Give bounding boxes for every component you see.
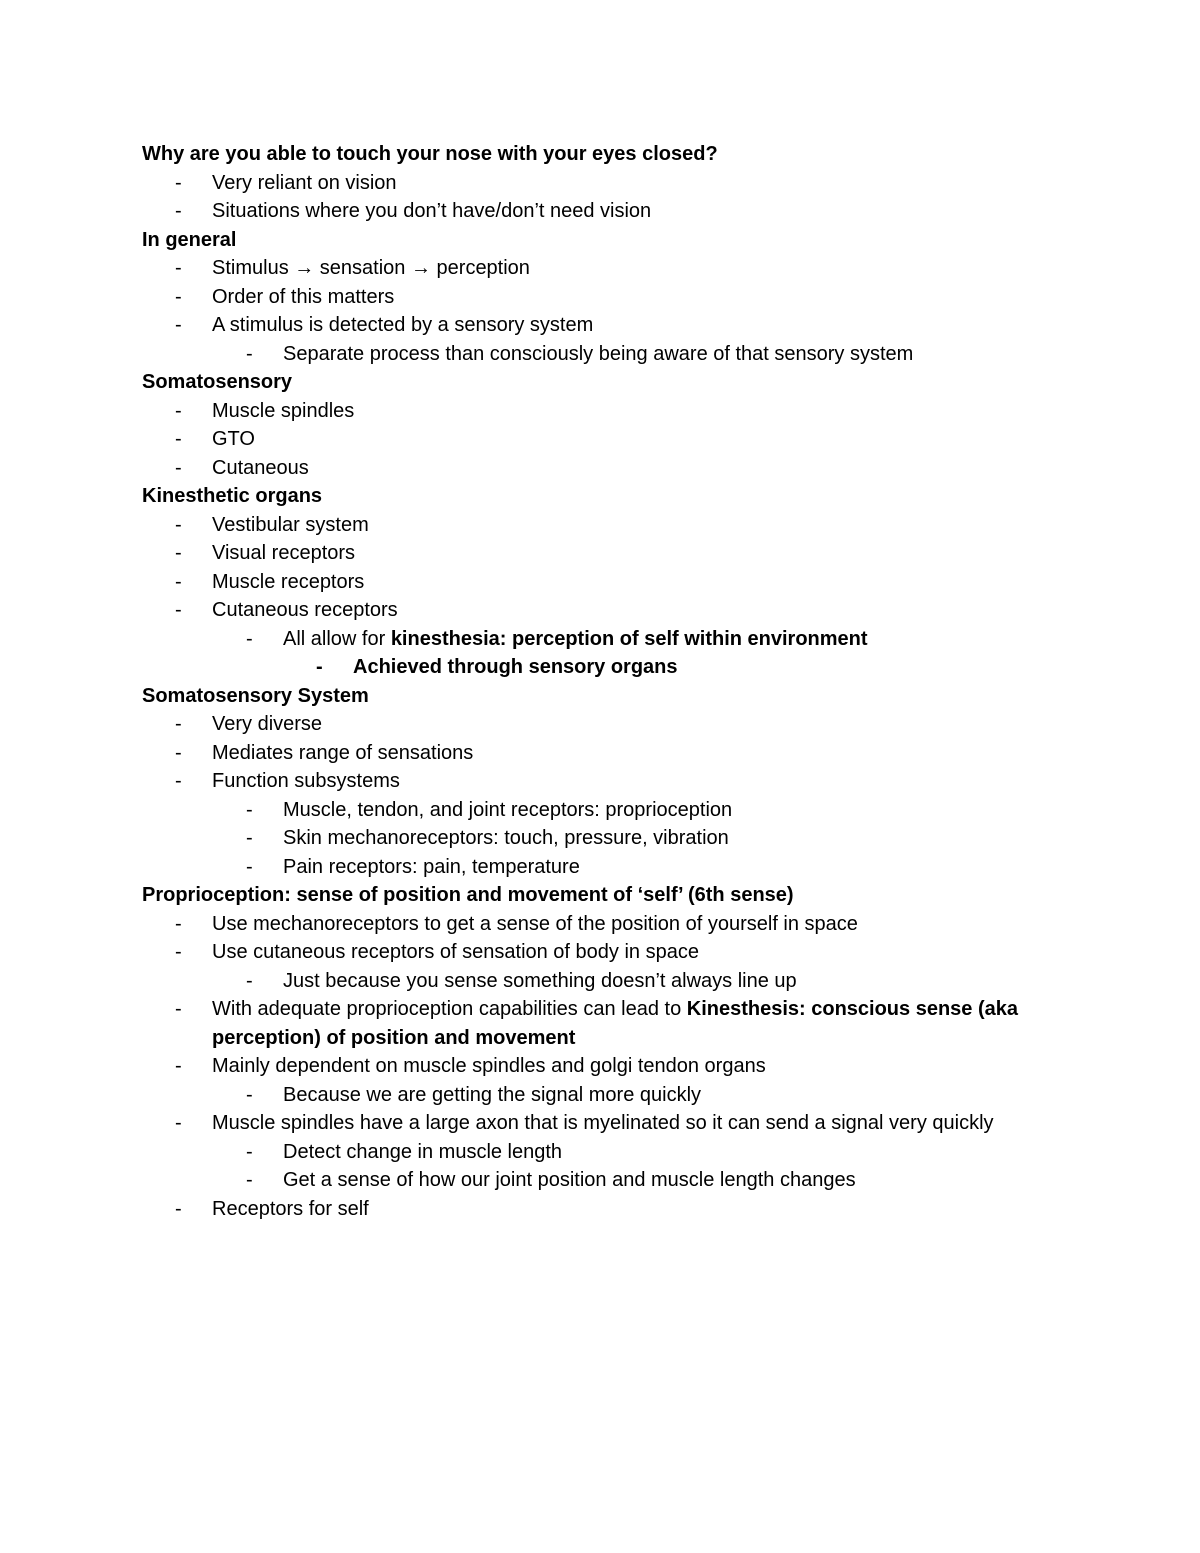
sub-list-item xyxy=(142,796,1102,825)
list-item-bold-text: kinesthesia: perception of self within environment xyxy=(390,627,868,650)
list-item xyxy=(142,1109,1102,1138)
list-item-text: A stimulus is detected by a sensory system xyxy=(212,314,594,336)
dash-bullet: - xyxy=(175,428,182,450)
dash-bullet: - xyxy=(246,1140,253,1163)
dash-bullet: - xyxy=(246,342,253,365)
list-item xyxy=(142,254,1102,283)
lecture-notes xyxy=(142,140,1102,1223)
list-item-text: Just because you sense something doesn’t always line up xyxy=(283,969,797,992)
list-item xyxy=(142,596,1102,625)
list-item xyxy=(142,739,1102,768)
dash-bullet: - xyxy=(175,1197,182,1220)
list-item-text: All allow for xyxy=(283,627,391,650)
sub-list-item xyxy=(142,1166,1102,1195)
list-item-text: Very diverse xyxy=(212,713,323,735)
dash-bullet: - xyxy=(246,1169,253,1191)
dash-bullet: - xyxy=(175,599,182,621)
sub-list-item xyxy=(142,824,1102,853)
dash-bullet: - xyxy=(175,285,182,308)
list-item xyxy=(142,311,1102,340)
dash-bullet: - xyxy=(175,257,182,279)
list-item xyxy=(142,169,1102,198)
list-item-text: Mediates range of sensations xyxy=(212,741,474,764)
section-heading: Kinesthetic organs xyxy=(142,485,323,507)
sub-sub-list-item xyxy=(142,653,1102,682)
list-item-text: Muscle, tendon, and joint receptors: proprioception xyxy=(283,798,733,821)
section-heading: In general xyxy=(142,228,237,251)
dash-bullet: - xyxy=(246,627,253,650)
dash-bullet: - xyxy=(175,542,182,564)
list-item-text: Use cutaneous receptors of sensation of body in space xyxy=(212,941,699,963)
list-item xyxy=(142,425,1102,454)
list-item-text: Visual receptors xyxy=(212,542,356,564)
list-item xyxy=(142,511,1102,540)
sub-list-item xyxy=(142,967,1102,996)
dash-bullet: - xyxy=(175,770,182,792)
list-item-text: Mainly dependent on muscle spindles and golgi tendon organs xyxy=(212,1055,766,1077)
list-item xyxy=(142,995,1102,1052)
list-item-text: Pain receptors: pain, temperature xyxy=(283,855,580,878)
section-heading: Somatosensory System xyxy=(142,684,369,707)
list-item-text: Muscle receptors xyxy=(212,570,365,593)
dash-bullet: - xyxy=(175,1055,182,1077)
list-item-text: GTO xyxy=(212,428,255,450)
list-item-text: Get a sense of how our joint position and muscle length changes xyxy=(283,1169,856,1191)
dash-bullet: - xyxy=(246,1083,253,1106)
list-item-text: Receptors for self xyxy=(212,1197,369,1220)
list-item-text: Situations where you don’t have/don’t need vision xyxy=(212,200,652,222)
section-heading: Proprioception: sense of position and movement of ‘self’ (6th sense) xyxy=(142,884,794,906)
list-item xyxy=(142,283,1102,312)
list-item-text: Use mechanoreceptors to get a sense of the position of yourself in space xyxy=(212,912,858,935)
list-item-text: Skin mechanoreceptors: touch, pressure, vibration xyxy=(283,827,729,849)
dash-bullet: - xyxy=(246,798,253,821)
sub-list-item xyxy=(142,625,1102,654)
list-item xyxy=(142,1195,1102,1224)
sub-list-item xyxy=(142,1081,1102,1110)
list-item xyxy=(142,938,1102,967)
dash-bullet: - xyxy=(175,200,182,222)
dash-bullet: - xyxy=(246,855,253,878)
dash-bullet: - xyxy=(175,456,182,479)
dash-bullet: - xyxy=(175,570,182,593)
list-item-text: With adequate proprioception capabilities can lead to xyxy=(212,998,687,1020)
dash-bullet: - xyxy=(246,969,253,992)
list-item-text: Stimulus → sensation → perception xyxy=(212,257,530,279)
list-item xyxy=(142,767,1102,796)
dash-bullet: - xyxy=(175,741,182,764)
list-item-text: Cutaneous xyxy=(212,456,309,479)
list-item xyxy=(142,397,1102,426)
list-item-text: Detect change in muscle length xyxy=(283,1140,563,1163)
list-item xyxy=(142,568,1102,597)
dash-bullet: - xyxy=(175,998,182,1020)
list-item-bold-text: Kinesthesis: conscious sense (aka perception) of position and movement xyxy=(212,998,1018,1049)
list-item xyxy=(142,710,1102,739)
dash-bullet: - xyxy=(175,314,182,336)
dash-bullet: - xyxy=(175,912,182,935)
list-item xyxy=(142,197,1102,226)
list-item xyxy=(142,454,1102,483)
list-item-text: Muscle spindles xyxy=(212,399,355,422)
sub-list-item xyxy=(142,853,1102,882)
list-item-text: Because we are getting the signal more quickly xyxy=(283,1083,702,1106)
sub-list-item xyxy=(142,1138,1102,1167)
dash-bullet: - xyxy=(246,827,253,849)
list-item xyxy=(142,1052,1102,1081)
list-item xyxy=(142,910,1102,939)
dash-bullet: - xyxy=(316,656,323,678)
list-item-text: Separate process than consciously being aware of that sensory system xyxy=(283,342,914,365)
list-item-text: Muscle spindles have a large axon that is myelinated so it can send a signal very quickly xyxy=(212,1112,994,1134)
dash-bullet: - xyxy=(175,171,182,194)
list-item-text: Vestibular system xyxy=(212,513,369,536)
section-heading: Somatosensory xyxy=(142,371,293,393)
list-item-text: Order of this matters xyxy=(212,285,395,308)
sub-list-item xyxy=(142,340,1102,369)
section-heading: Why are you able to touch your nose with your eyes closed? xyxy=(142,143,718,165)
dash-bullet: - xyxy=(175,1112,182,1134)
list-item-text: Function subsystems xyxy=(212,770,400,792)
dash-bullet: - xyxy=(175,513,182,536)
dash-bullet: - xyxy=(175,941,182,963)
dash-bullet: - xyxy=(175,713,182,735)
list-item-text: Very reliant on vision xyxy=(212,171,397,194)
list-item xyxy=(142,539,1102,568)
list-item-text: Achieved through sensory organs xyxy=(353,656,678,678)
list-item-text: Cutaneous receptors xyxy=(212,599,398,621)
dash-bullet: - xyxy=(175,399,182,422)
